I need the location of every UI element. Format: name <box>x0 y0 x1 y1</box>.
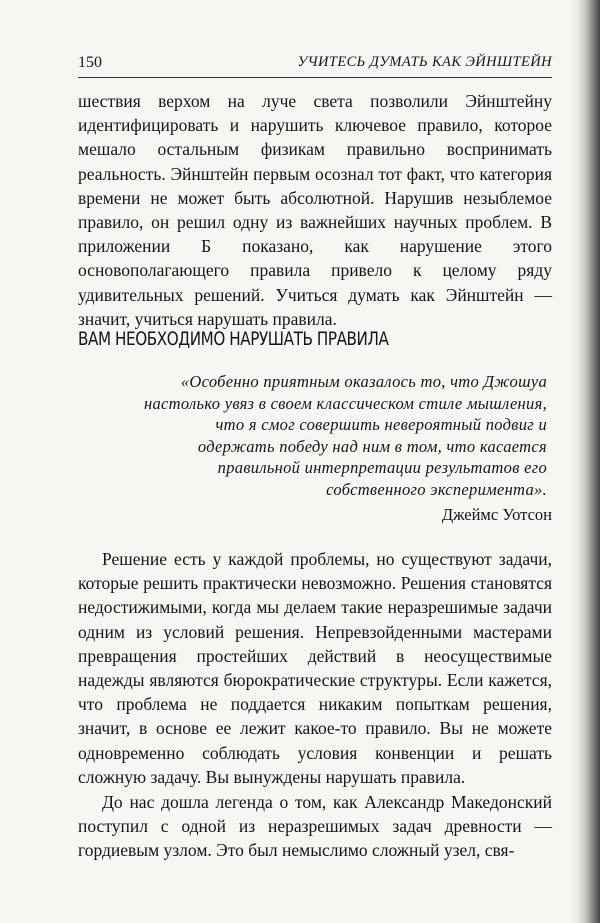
book-spine-shadow <box>570 0 600 923</box>
page-number: 150 <box>78 54 102 71</box>
paragraph-2: Решение есть у каждой проблемы, но существуют задачи, которые решить практически невозможно. Решения становятся недостижимыми, когда мы делаем такие неразрешимые задачи одним из условий решения. Непревзойденными мастерами превращения простейших действий в неосуществимые надежды являются бюрократические структуры. Если кажется, что проблема не поддается никаким попыткам решения, значит, в основе ее лежит какое-то правило. Вы не можете одновременно соблюдать условия конвенции и решать сложную задачу. Вы вынуждены нарушать правила. <box>78 549 552 787</box>
running-header <box>78 50 552 78</box>
epigraph-quote: «Особенно приятным оказалось то, что Джошуа настолько увяз в своем классическом стиле мышления, что я смог совершить невероятный подвиг и одержать победу над ним в том, что касается правильной интерпретации результатов его собственного эксперимента». <box>144 372 547 499</box>
section-heading: ВАМ НЕОБХОДИМО НАРУШАТЬ ПРАВИЛА <box>78 329 389 350</box>
header-rule <box>78 77 552 78</box>
epigraph-author: Джеймс Уотсон <box>441 505 552 524</box>
running-title: УЧИТЕСЬ ДУМАТЬ КАК ЭЙНШТЕЙН <box>297 54 552 70</box>
paragraph-3: До нас дошла легенда о том, как Александр Македонский поступил с одной из неразрешимых задач древности — гордиевым узлом. Это был немыслимо сложный узел, свя- <box>78 792 552 861</box>
paragraph-1: шествия верхом на луче света позволили Эйнштейну идентифицировать и нарушить ключевое правило, которое мешало остальным физикам правильно воспринимать реальность. Эйнштейн первым осознал тот факт, что категория времени не может быть абсолютной. Нарушив незыблемое правило, он решил одну из важнейших научных проблем. В приложении Б показано, как нарушение этого основополагающего правила привело к целому ряду удивительных решений. Учиться думать как Эйнштейн — значит, учиться нарушать правила. <box>78 91 552 329</box>
